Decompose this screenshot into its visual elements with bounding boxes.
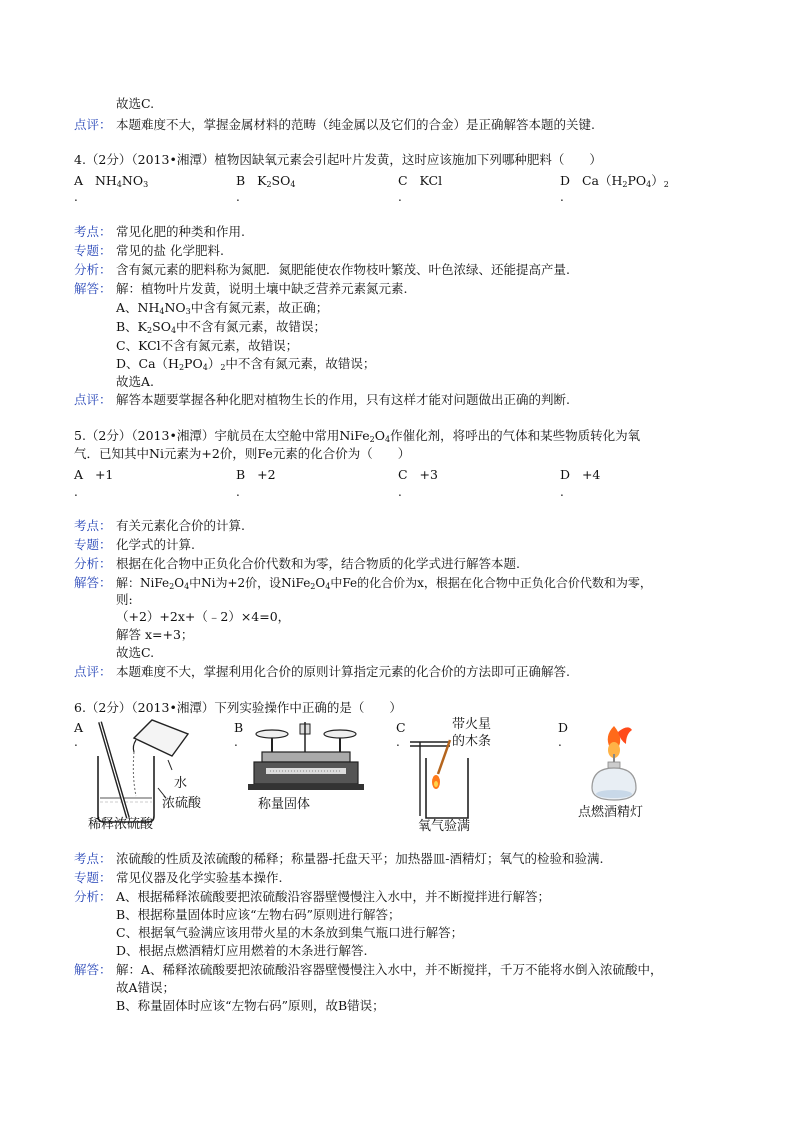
q6-b-caption: 称量固体 <box>258 797 311 812</box>
q4-option-c[interactable]: C KCl <box>398 173 443 188</box>
q4-option-b[interactable]: B $K_2SO_4$ <box>236 173 296 189</box>
q6-a-label-acid: 浓硫酸 <box>162 796 202 811</box>
wooden-stick-icon <box>432 740 450 789</box>
q4-option-d[interactable]: D $Ca(H_2PO_4)_2$ <box>560 173 669 189</box>
alcohol-lamp-icon <box>592 726 636 800</box>
q6-option-d-figure[interactable] <box>574 718 684 823</box>
q6-option-a-figure[interactable] <box>88 716 208 831</box>
q6-c-label-2: 的木条 <box>452 734 492 749</box>
q6-a-caption: 稀释浓硫酸 <box>88 817 154 831</box>
glass-rod-icon <box>100 722 128 818</box>
q6-a-label-water: 水 <box>174 776 188 791</box>
q6-option-c-figure[interactable] <box>406 712 526 832</box>
q6-d-caption: 点燃酒精灯 <box>578 805 644 820</box>
q5-option-b[interactable]: B +2 <box>236 467 276 482</box>
q6-option-b-figure[interactable] <box>244 718 364 813</box>
q6-c-caption: 氧气验满 <box>418 819 471 832</box>
q5-option-c[interactable]: C +3 <box>398 467 438 482</box>
q6-c-label-1: 带火星 <box>452 717 492 732</box>
balance-icon <box>248 722 364 790</box>
q5-option-d[interactable]: D +4 <box>560 467 601 482</box>
q4-option-a[interactable]: A $NH_4NO_3$ <box>74 173 149 189</box>
q5-option-a[interactable]: A +1 <box>74 467 114 482</box>
